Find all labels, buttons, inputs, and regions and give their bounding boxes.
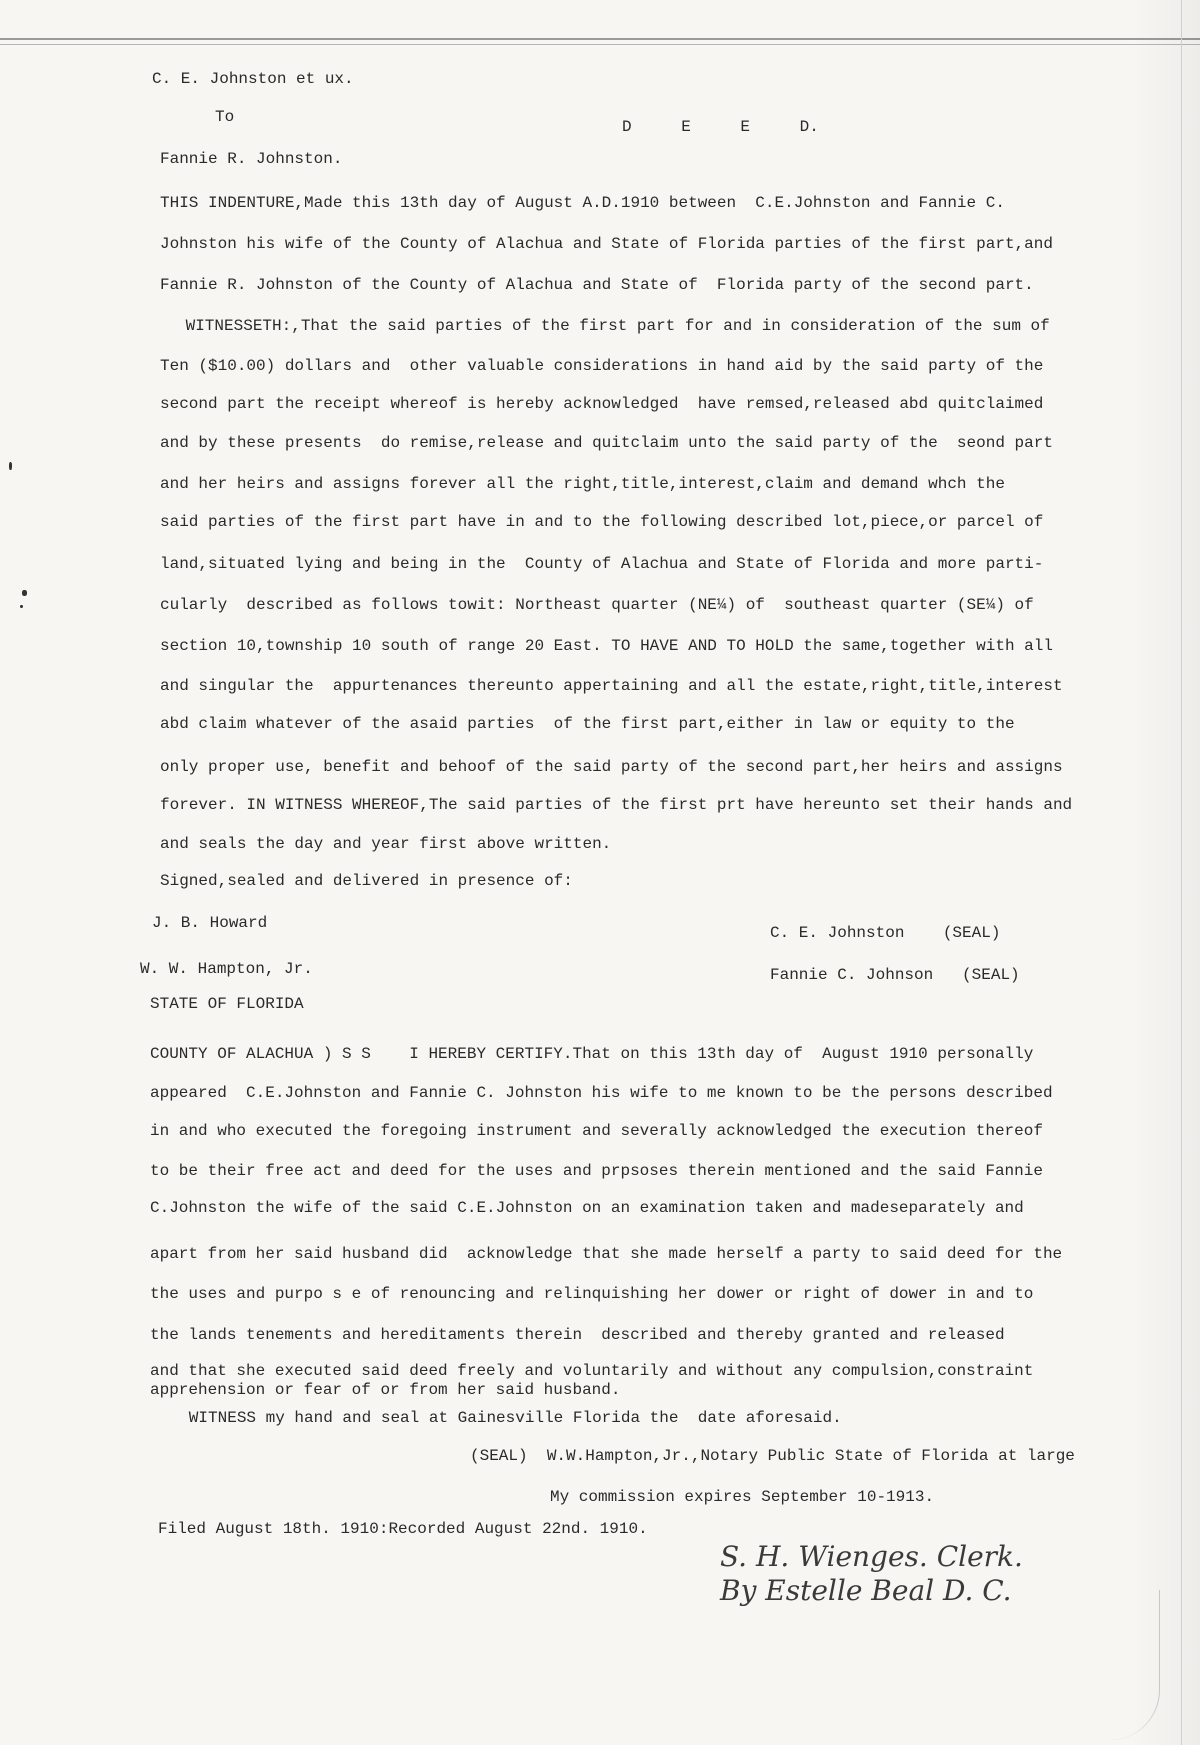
body-line: Signed,sealed and delivered in presence of: (160, 872, 573, 890)
top-rule-thin (0, 44, 1200, 45)
body-line: and by these presents do remise,release and quitclaim unto the said party of the seond part (160, 434, 1053, 452)
body-line: section 10,township 10 south of range 20 East. TO HAVE AND TO HOLD the same,together with all (160, 637, 1053, 655)
state-label: STATE OF FLORIDA (150, 995, 304, 1013)
body-line: THIS INDENTURE,Made this 13th day of August A.D.1910 between C.E.Johnston and Fannie C. (160, 194, 1005, 212)
grantee: Fannie R. Johnston. (160, 150, 343, 168)
signatory-1: C. E. Johnston (SEAL) (770, 924, 1001, 942)
scan-speck (9, 462, 12, 470)
ack-line: appeared C.E.Johnston and Fannie C. Johnston his wife to me known to be the persons described (150, 1084, 1053, 1102)
scan-speck (20, 605, 23, 608)
ack-line: and that she executed said deed freely and voluntarily and without any compulsion,constraint (150, 1362, 1034, 1380)
body-line: cularly described as follows towit: Northeast quarter (NE¼) of southeast quarter (SE¼) of (160, 596, 1034, 614)
witness-1: J. B. Howard (152, 914, 268, 932)
ack-line: in and who executed the foregoing instrument and severally acknowledged the execution thereof (150, 1122, 1043, 1140)
ack-line: to be their free act and deed for the uses and prpsoses therein mentioned and the said Fannie (150, 1162, 1043, 1180)
body-line: Ten ($10.00) dollars and other valuable considerations in hand aid by the said party of the (160, 357, 1044, 375)
body-line: forever. IN WITNESS WHEREOF,The said parties of the first prt have hereunto set their hands and (160, 796, 1073, 814)
clerk-signature-line: S. H. Wienges. Clerk. (720, 1540, 1023, 1573)
body-line: and seals the day and year first above written. (160, 835, 612, 853)
body-line: and singular the appurtenances thereunto appertaining and all the estate,right,title,interest (160, 677, 1063, 695)
body-line: said parties of the first part have in and to the following described lot,piece,or parcel of (160, 513, 1044, 531)
deed-title: D E E D. (622, 118, 819, 136)
ack-line: COUNTY OF ALACHUA ) S S I HEREBY CERTIFY.That on this 13th day of August 1910 personally (150, 1045, 1034, 1063)
grantors: C. E. Johnston et ux. (152, 70, 354, 88)
body-line: and her heirs and assigns forever all the right,title,interest,claim and demand whch the (160, 475, 1005, 493)
body-line: Johnston his wife of the County of Alachua and State of Florida parties of the first part,and (160, 235, 1053, 253)
page-edge-shadow (1130, 0, 1200, 1745)
body-line: Fannie R. Johnston of the County of Alachua and State of Florida party of the second part. (160, 276, 1034, 294)
ack-line: the lands tenements and hereditaments therein described and thereby granted and released (150, 1326, 1005, 1344)
witness-2: W. W. Hampton, Jr. (140, 960, 313, 978)
witness-clause: WITNESS my hand and seal at Gainesville Florida the date aforesaid. (160, 1409, 842, 1427)
clerk-signature (720, 1540, 1140, 1608)
body-line: land,situated lying and being in the County of Alachua and State of Florida and more parti- (160, 555, 1044, 573)
filed-record: Filed August 18th. 1910:Recorded August 22nd. 1910. (158, 1520, 648, 1538)
ack-line: apprehension or fear of or from her said husband. (150, 1381, 621, 1399)
top-rule (0, 38, 1200, 40)
ack-line: C.Johnston the wife of the said C.E.Johnston on an examination taken and madeseparately and (150, 1199, 1024, 1217)
scan-speck (22, 590, 27, 596)
signatory-2: Fannie C. Johnson (SEAL) (770, 966, 1020, 984)
body-line: only proper use, benefit and behoof of the said party of the second part,her heirs and assigns (160, 758, 1063, 776)
to-label: To (215, 108, 235, 126)
ack-line: apart from her said husband did acknowledge that she made herself a party to said deed for the (150, 1245, 1063, 1263)
commission-line: My commission expires September 10-1913. (550, 1488, 935, 1506)
notary-line: (SEAL) W.W.Hampton,Jr.,Notary Public State of Florida at large (470, 1447, 1075, 1465)
ack-line: the uses and purpo s e of renouncing and relinquishing her dower or right of dower in and to (150, 1285, 1034, 1303)
body-line: second part the receipt whereof is hereby acknowledged have remsed,released abd quitclaimed (160, 395, 1044, 413)
body-line: abd claim whatever of the asaid parties of the first part,either in law or equity to the (160, 715, 1015, 733)
body-line: WITNESSETH:,That the said parties of the first part for and in consideration of the sum of (176, 317, 1050, 335)
deputy-signature-line: By Estelle Beal D. C. (720, 1574, 1012, 1607)
page-edge-line (1181, 0, 1182, 1745)
